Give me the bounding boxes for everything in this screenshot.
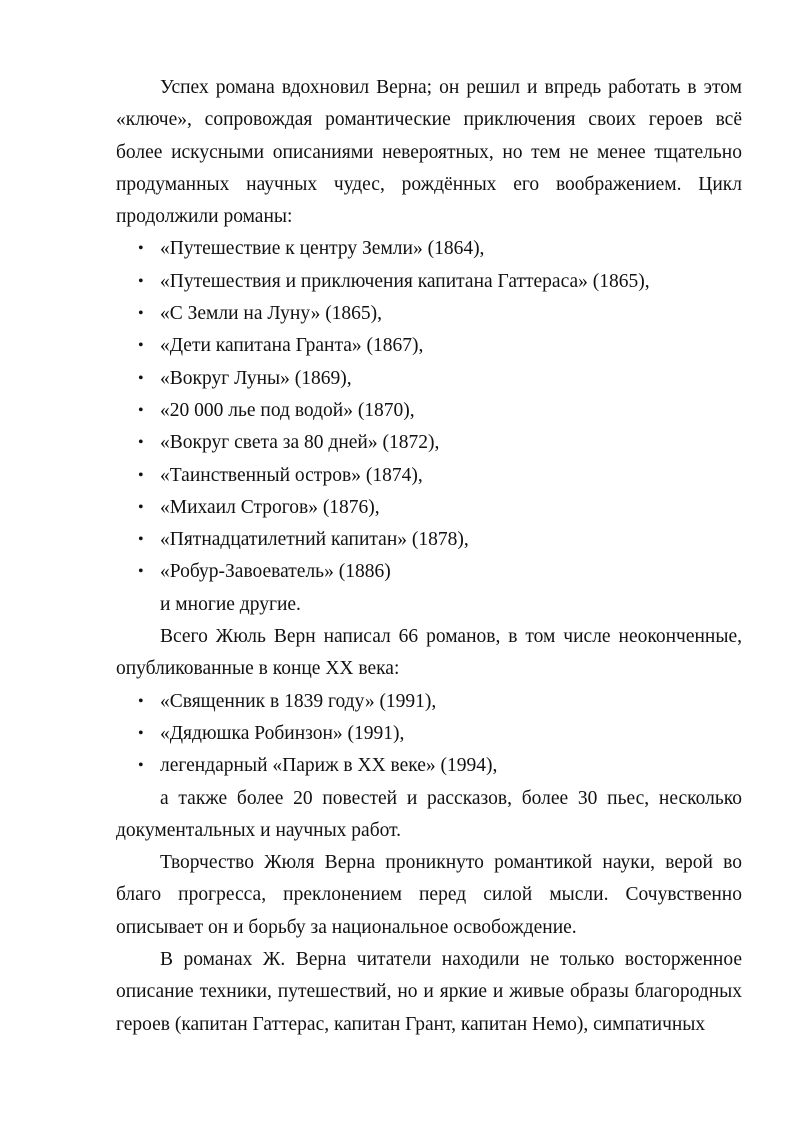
- list-item-text: «С Земли на Луну» (1865),: [160, 303, 383, 325]
- paragraph-also: а также более 20 повестей и рассказов, более 30 пьес, несколько документальных и научных работ.: [116, 787, 742, 841]
- list-item: [116, 233, 742, 265]
- list-item-text: «Путешествие к центру Земли» (1864),: [160, 238, 485, 260]
- list-item: [116, 718, 742, 750]
- paragraph-creativity: Творчество Жюля Верна проникнуто романтикой науки, верой во благо прогресса, преклонением перед силой мысли. Сочувственно описывает он и борьбу за национальное освобождение.: [116, 852, 742, 938]
- list-item: [116, 524, 742, 556]
- list-item: [116, 556, 742, 588]
- paragraph-total: Всего Жюль Верн написал 66 романов, в том числе неоконченные, опубликованные в конце XX века:: [116, 626, 742, 680]
- list-item: [116, 330, 742, 362]
- list-item-text: «Дети капитана Гранта» (1867),: [160, 335, 424, 357]
- list-item-text: «Таинственный остров» (1874),: [160, 464, 423, 486]
- bullet-icon: •: [138, 434, 144, 452]
- bullet-icon: •: [138, 240, 144, 258]
- bullet-icon: •: [138, 466, 144, 484]
- list-item-text: «Путешествия и приключения капитана Гаттераса» (1865),: [160, 270, 650, 292]
- list-item-text: «20 000 лье под водой» (1870),: [160, 399, 415, 421]
- bullet-icon: •: [138, 305, 144, 323]
- list-item: [116, 266, 742, 298]
- list-item: [116, 750, 742, 782]
- bullet-icon: •: [138, 692, 144, 710]
- list-item: [116, 686, 742, 718]
- list-item-text: легендарный «Париж в XX веке» (1994),: [160, 755, 498, 777]
- paragraph-intro: Успех романа вдохновил Верна; он решил и впредь работать в этом «ключе», сопровождая романтические приключения своих героев всё более искусными описаниями невероятных, но тем не менее тщательно продуманных научных чудес, рождённых его воображением. Цикл продолжили романы:: [116, 77, 742, 228]
- list-item-text: «Священник в 1839 году» (1991),: [160, 690, 437, 712]
- bullet-icon: •: [138, 337, 144, 355]
- unfinished-novels-list: [116, 686, 742, 783]
- list-item: [116, 363, 742, 395]
- bullet-icon: •: [138, 724, 144, 742]
- list-item-text: «Михаил Строгов» (1876),: [160, 496, 380, 518]
- list-item: [116, 460, 742, 492]
- bullet-icon: •: [138, 369, 144, 387]
- list-item-text: «Вокруг Луны» (1869),: [160, 367, 352, 389]
- list-item-text: «Пятнадцатилетний капитан» (1878),: [160, 529, 469, 551]
- bullet-icon: •: [138, 498, 144, 516]
- list-item-text: «Дядюшка Робинзон» (1991),: [160, 722, 405, 744]
- paragraph-others: и многие другие.: [160, 593, 301, 615]
- list-item-text: «Робур-Завоеватель» (1886): [160, 561, 391, 583]
- novels-list: [116, 233, 742, 588]
- bullet-icon: •: [138, 272, 144, 290]
- list-item: [116, 427, 742, 459]
- list-item: [116, 492, 742, 524]
- paragraph-novels: В романах Ж. Верна читатели находили не только восторженное описание техники, путешествий, но и яркие и живые образы благородных героев (капитан Гаттерас, капитан Грант, капитан Немо), симпатичных: [116, 949, 742, 1035]
- list-item: [116, 298, 742, 330]
- bullet-icon: •: [138, 563, 144, 581]
- list-item-text: «Вокруг света за 80 дней» (1872),: [160, 432, 440, 454]
- bullet-icon: •: [138, 401, 144, 419]
- bullet-icon: •: [138, 757, 144, 775]
- bullet-icon: •: [138, 531, 144, 549]
- document-body: [116, 72, 742, 1041]
- list-item: [116, 395, 742, 427]
